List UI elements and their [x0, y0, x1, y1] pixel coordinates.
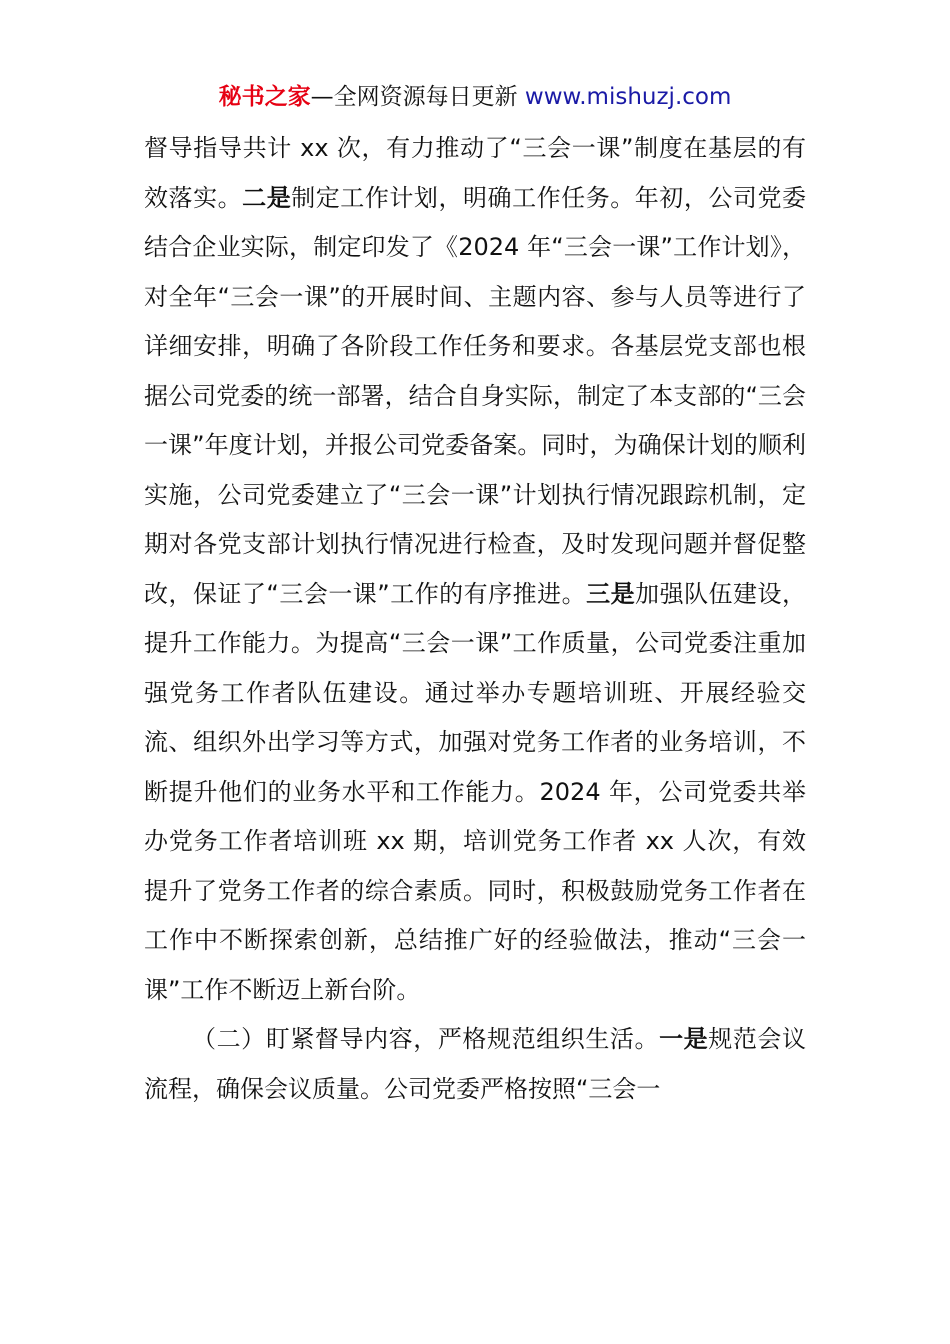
paragraph-1-bold-third: 三是 [586, 579, 636, 608]
paragraph-1-text-c: 加强队伍建设，提升工作能力。为提高“三会一课”工作质量，公司党委注重加强党务工作者队伍建设。通过举办专题培训班、开展经验交流、组织外出学习等方式，加强对党务工作者的业务培训，不断提升他们的业务水平和工作能力。2024 年，公司党委共举办党务工作者培训班 xx 期，培训党务工作者 xx 人次，有效提升了党务工作者的综合素质。同时，积极鼓励党务工作者在工作中不断探索创新，总结推广好的经验做法，推动“三会一课”工作不断迈上新台阶。 [144, 579, 807, 1004]
paragraph-1-text-b: 制定工作计划，明确工作任务。年初，公司党委结合企业实际，制定印发了《2024 年“三会一课”工作计划》，对全年“三会一课”的开展时间、主题内容、参与人员等进行了详细安排，明确了各阶段工作任务和要求。各基层党支部也根据公司党委的统一部署，结合自身实际，制定了本支部的“三会一课”年度计划，并报公司党委备案。同时，为确保计划的顺利实施，公司党委建立了“三会一课”计划执行情况跟踪机制，定期对各党支部计划执行情况进行检查，及时发现问题并督促整改，保证了“三会一课”工作的有序推进。 [144, 183, 807, 608]
paragraph-1-text-a: 督导指导共计 xx 次，有力推动了“三会一课”制度在基层的有效落实。 [144, 134, 806, 212]
paragraph-2-heading: （二）盯紧督导内容，严格规范组织生活。 [192, 1025, 660, 1053]
site-url-link[interactable]: www.mishuzj.com [524, 84, 732, 110]
paragraph-2-bold-first: 一是 [659, 1025, 709, 1053]
paragraph-2 [144, 1015, 806, 1114]
document-body [144, 124, 806, 1114]
header-tagline: —全网资源每日更新 [310, 84, 525, 110]
paragraph-1 [144, 124, 806, 1015]
site-header [0, 80, 950, 114]
brand-name: 秘书之家 [218, 84, 311, 110]
paragraph-1-bold-second: 二是 [242, 183, 292, 212]
paragraph-2-text: 规范会议流程，确保会议质量。公司党委严格按照“三会一 [144, 1025, 807, 1103]
